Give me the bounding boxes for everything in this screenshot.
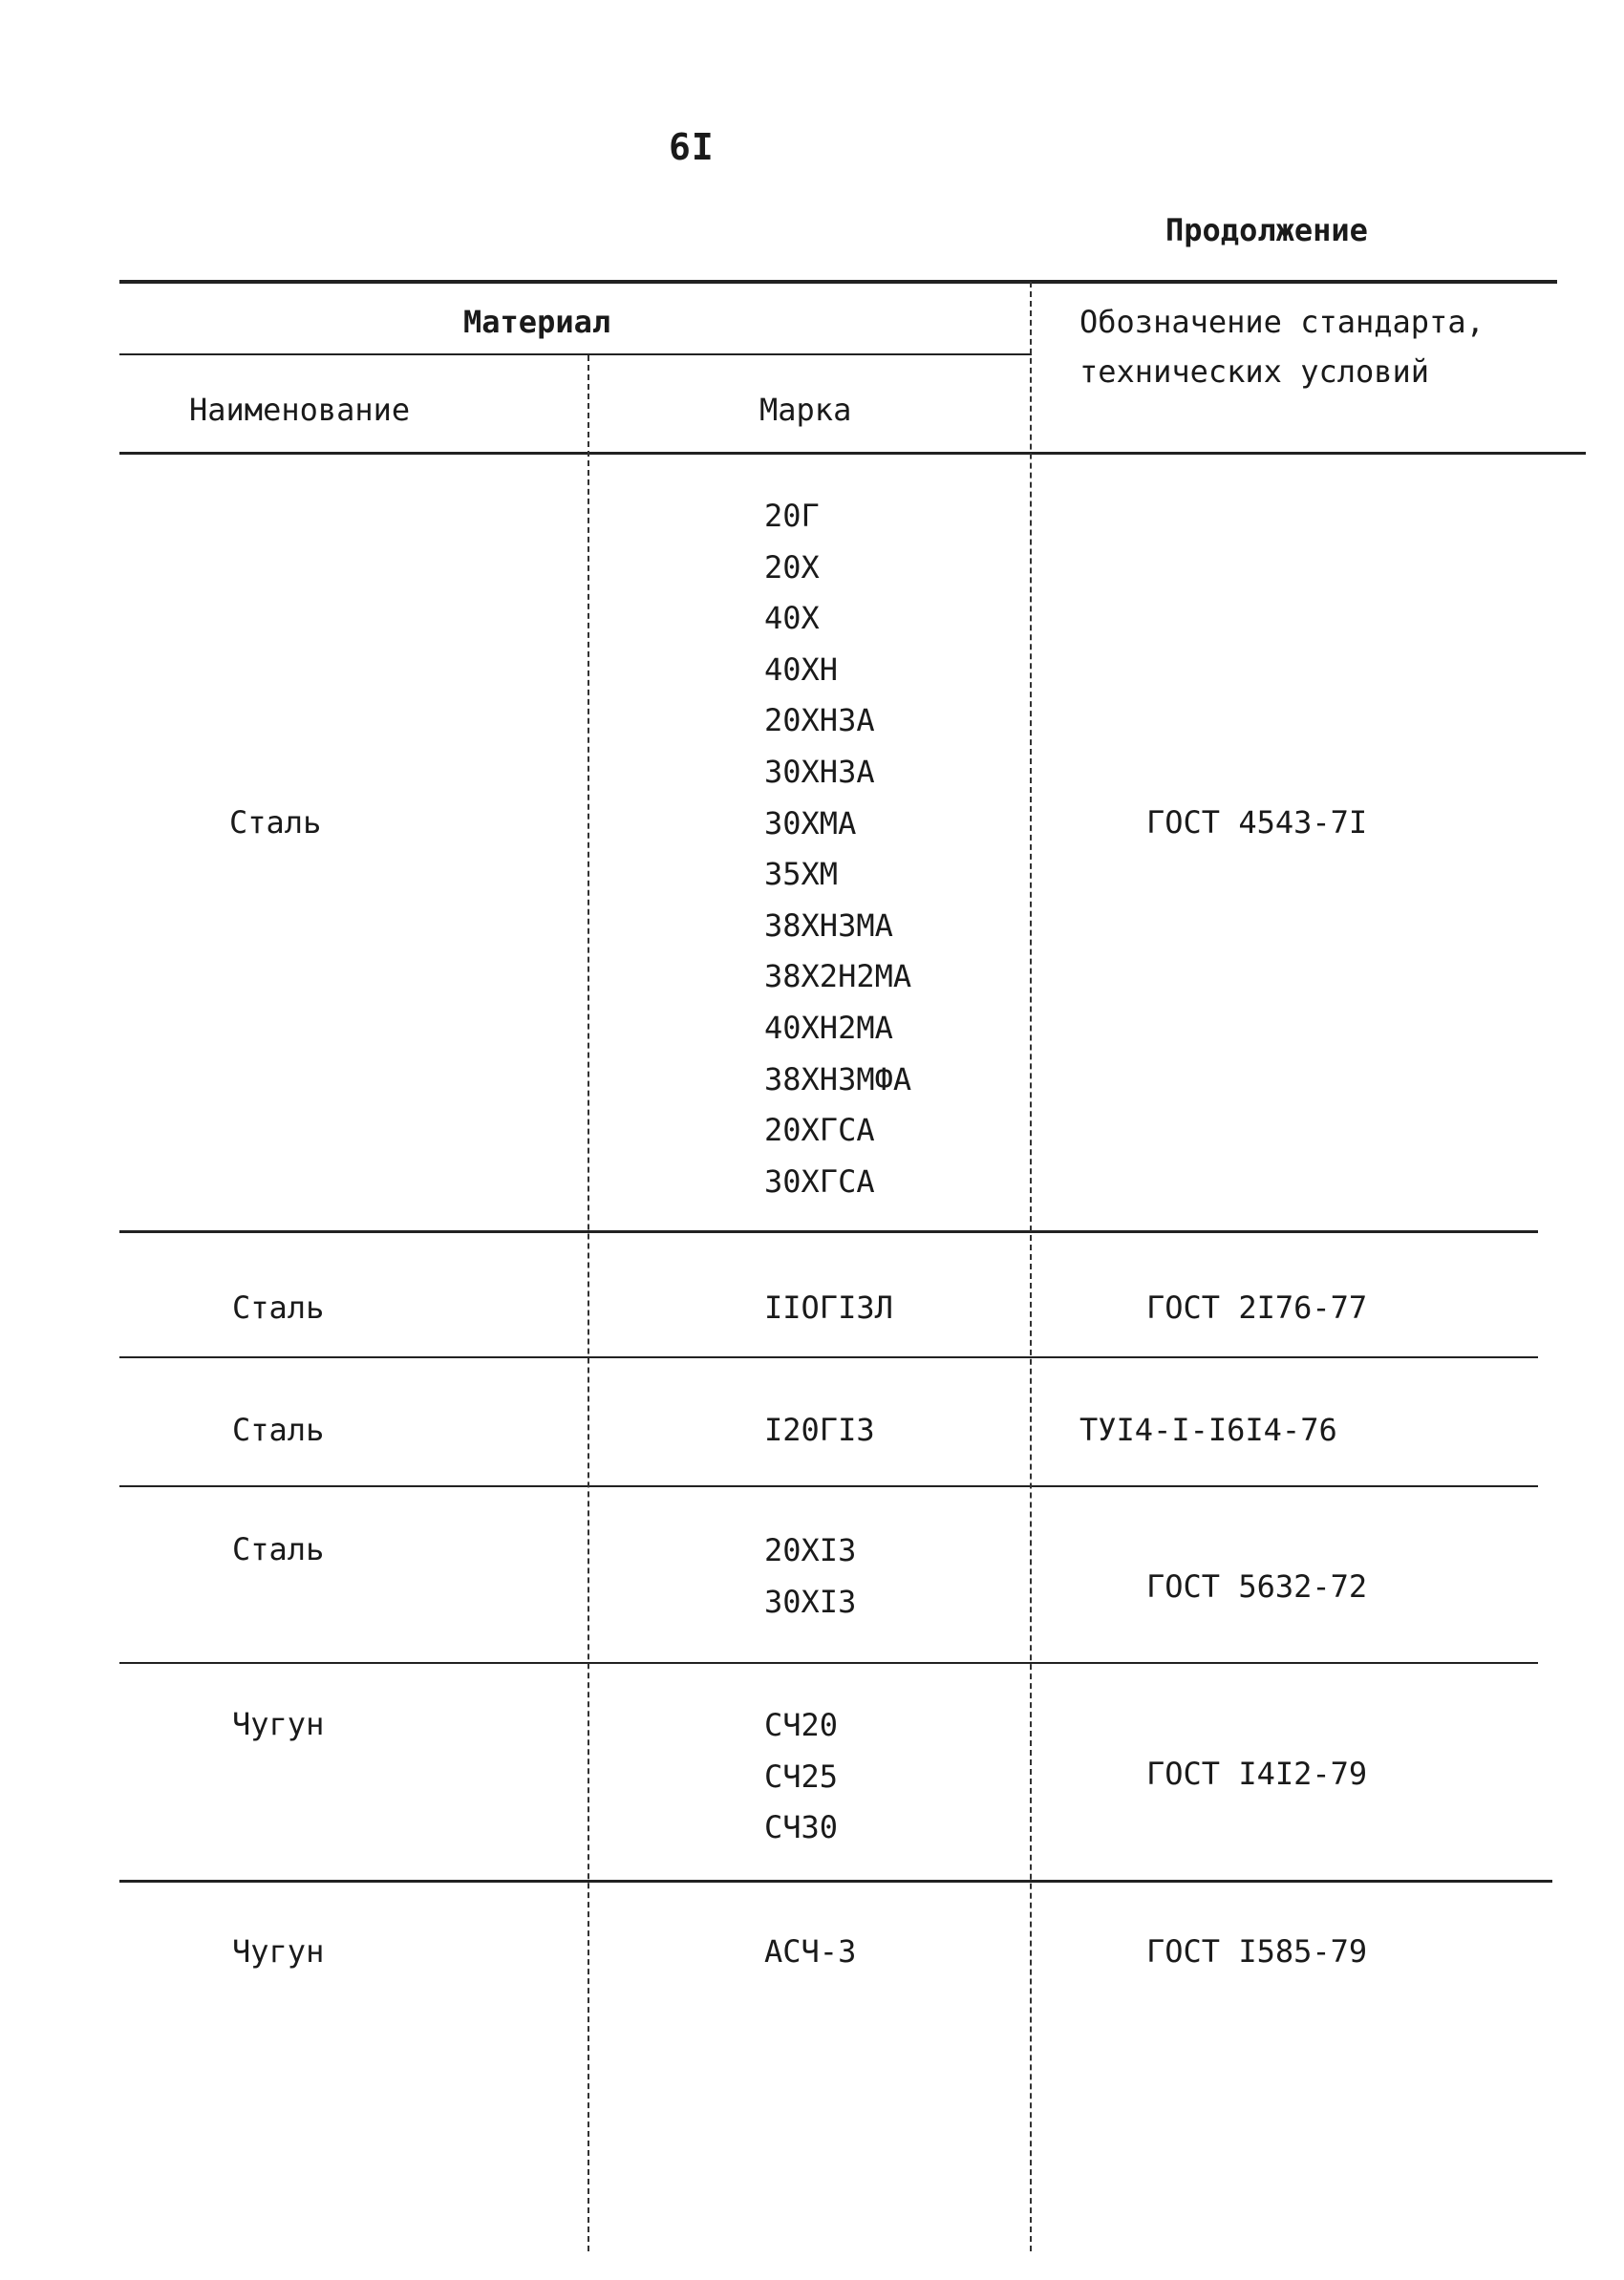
row-6-standard: ГОСТ I585-79 [1146,1933,1368,1970]
header-material-rule [119,353,1032,355]
row-4-standard: ГОСТ 5632-72 [1146,1568,1368,1605]
page-number: 6I [669,126,715,168]
row-separator [119,1230,1538,1233]
grade-item: СЧ30 [764,1809,839,1846]
header-material: Материал [463,304,611,340]
continuation-label: Продолжение [1165,212,1368,248]
grade-item: 40ХН [764,650,839,688]
grade-item: 30ХН3А [764,753,875,790]
header-standard-line1: Обозначение стандарта, [1079,304,1485,340]
grade-item: I20ГI3 [764,1412,875,1448]
grade-item: АСЧ-3 [764,1933,857,1970]
row-4-grades [764,1525,856,1628]
table-top-rule [119,280,1557,284]
row-5-name: Чугун [232,1706,325,1742]
header-standard-line2: технических условий [1079,353,1430,390]
header-name: Наименование [189,392,411,428]
row-1-standard: ГОСТ 4543-7I [1146,804,1368,841]
row-5-standard: ГОСТ I4I2-79 [1146,1756,1368,1792]
row-5-grades [764,1700,838,1854]
grade-item: 20Х [764,548,820,586]
row-2-grades [764,1283,893,1334]
grade-item: 20ХГСА [764,1112,875,1149]
grade-item: 20Г [764,498,820,534]
grade-item: 40Х [764,600,820,637]
column-divider-name-grade [588,355,589,2251]
row-separator [119,1662,1538,1664]
grade-item: 30ХI3 [764,1583,857,1620]
grade-item: IIОГI3Л [764,1289,893,1326]
row-3-grades [764,1405,875,1457]
grade-item: СЧ25 [764,1758,839,1795]
header-grade: Марка [759,392,852,428]
row-2-standard: ГОСТ 2I76-77 [1146,1289,1368,1326]
grade-item: 20ХI3 [764,1532,857,1568]
row-separator [119,1356,1538,1358]
row-6-name: Чугун [232,1933,325,1970]
grade-item: 38ХН3МА [764,906,893,944]
grade-item: 38Х2Н2МА [764,958,912,995]
grade-item: 40ХН2МА [764,1009,893,1046]
grade-item: 35ХМ [764,856,839,893]
column-divider-grade-standard [1030,282,1032,2251]
row-separator [119,1485,1538,1487]
row-6-grades [764,1927,856,1978]
row-1-grades [764,491,911,1207]
row-separator [119,1880,1552,1883]
row-2-name: Сталь [232,1289,325,1326]
row-4-name: Сталь [232,1531,325,1567]
grade-item: 30ХМА [764,804,857,842]
grade-item: 30ХГСА [764,1162,875,1200]
grade-item: СЧ20 [764,1707,839,1743]
row-3-standard: ТУI4-I-I6I4-76 [1079,1412,1337,1448]
grade-item: 20ХН3А [764,702,875,739]
row-3-name: Сталь [232,1412,325,1448]
header-bottom-rule [119,452,1586,455]
grade-item: 38ХН3МФА [764,1060,912,1097]
row-1-name: Сталь [229,804,322,841]
